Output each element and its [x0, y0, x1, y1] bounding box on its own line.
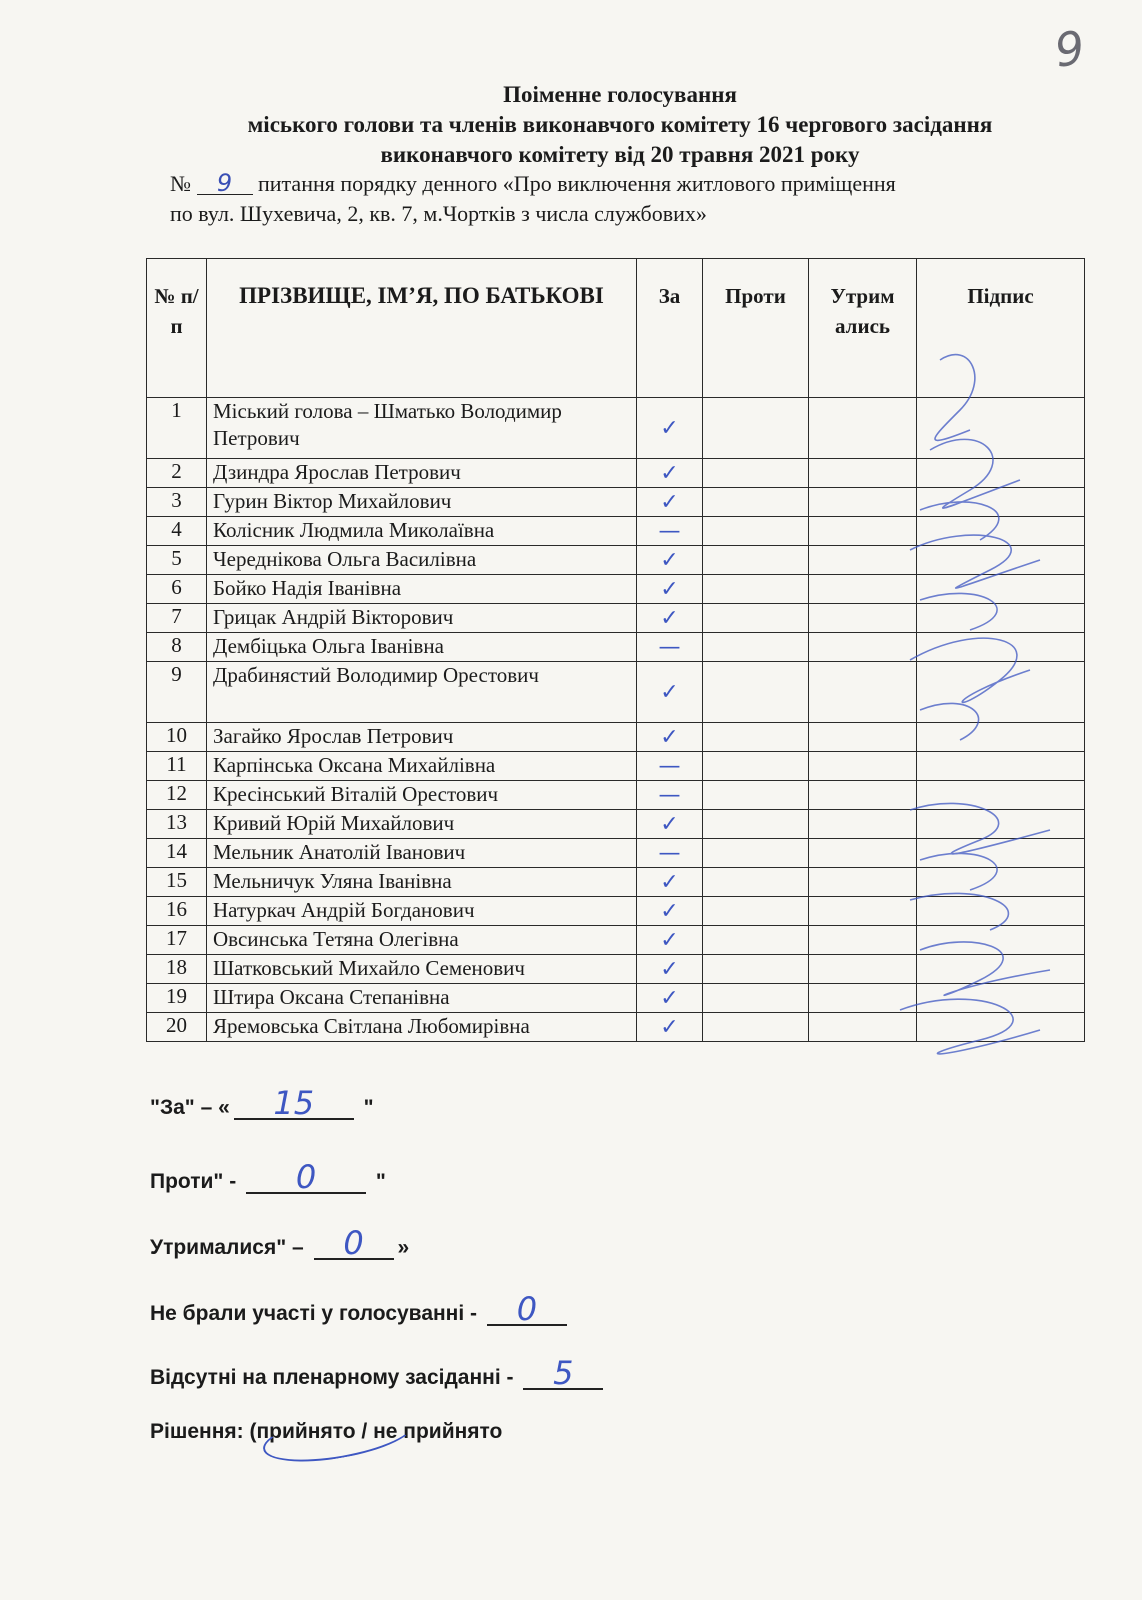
- member-name: Мельник Анатолій Іванович: [207, 839, 637, 868]
- vote-for-mark: ✓: [637, 546, 703, 575]
- row-number: 8: [147, 633, 207, 662]
- vote-against-cell: [703, 1013, 809, 1042]
- summary-absent-value: 5: [523, 1358, 603, 1390]
- table-row: [147, 984, 1085, 1013]
- row-number: 1: [147, 398, 207, 459]
- summary-against: [150, 1158, 386, 1196]
- vote-abstain-cell: [809, 604, 917, 633]
- table-row: [147, 459, 1085, 488]
- number-sign: №: [170, 171, 191, 196]
- member-name: Грицак Андрій Вікторович: [207, 604, 637, 633]
- member-name: Загайко Ярослав Петрович: [207, 723, 637, 752]
- vote-abstain-cell: [809, 546, 917, 575]
- header-name: ПРІЗВИЩЕ, ІМ’Я, ПО БАТЬКОВІ: [207, 259, 637, 398]
- vote-for-mark: ✓: [637, 604, 703, 633]
- signature-cell: [917, 662, 1085, 723]
- row-number: 15: [147, 868, 207, 897]
- summary-abstain-label: Утрималися" –: [150, 1236, 310, 1259]
- summary-for-label: "За" – «: [150, 1096, 230, 1119]
- signature-cell: [917, 781, 1085, 810]
- vote-against-cell: [703, 604, 809, 633]
- vote-against-cell: [703, 633, 809, 662]
- table-row: [147, 633, 1085, 662]
- vote-against-cell: [703, 839, 809, 868]
- vote-for-mark: ✓: [637, 984, 703, 1013]
- vote-abstain-cell: [809, 723, 917, 752]
- summary-abstain: [150, 1224, 410, 1262]
- table-row: [147, 839, 1085, 868]
- row-number: 16: [147, 897, 207, 926]
- signature-cell: [917, 546, 1085, 575]
- summary-for-close: ": [357, 1096, 374, 1119]
- row-number: 2: [147, 459, 207, 488]
- row-number: 10: [147, 723, 207, 752]
- member-name: Натуркач Андрій Богданович: [207, 897, 637, 926]
- summary-against-label: Проти" -: [150, 1170, 243, 1193]
- vote-against-cell: [703, 984, 809, 1013]
- member-name: Драбинястий Володимир Орестович: [207, 662, 637, 723]
- vote-for-mark: ✓: [637, 810, 703, 839]
- signature-cell: [917, 575, 1085, 604]
- summary-absent-label: Відсутні на пленарному засіданні -: [150, 1366, 520, 1389]
- table-row: [147, 398, 1085, 459]
- table-row: [147, 926, 1085, 955]
- vote-for-mark: ✓: [637, 868, 703, 897]
- vote-against-cell: [703, 955, 809, 984]
- vote-for-mark: ✓: [637, 723, 703, 752]
- agenda-item-line: [170, 170, 1080, 198]
- vote-against-cell: [703, 723, 809, 752]
- roll-call-table: [146, 258, 1085, 1042]
- row-number: 19: [147, 984, 207, 1013]
- signature-cell: [917, 810, 1085, 839]
- signature-cell: [917, 604, 1085, 633]
- header-number: № п/п: [147, 259, 207, 398]
- vote-for-mark: ✓: [637, 1013, 703, 1042]
- row-number: 18: [147, 955, 207, 984]
- vote-for-mark: —: [637, 752, 703, 781]
- summary-for: [150, 1084, 374, 1122]
- row-number: 6: [147, 575, 207, 604]
- member-name: Шатковський Михайло Семенович: [207, 955, 637, 984]
- signature-cell: [917, 488, 1085, 517]
- vote-abstain-cell: [809, 897, 917, 926]
- row-number: 3: [147, 488, 207, 517]
- vote-for-mark: —: [637, 781, 703, 810]
- table-row: [147, 546, 1085, 575]
- agenda-item-text: питання порядку денного «Про виключення житлового приміщення: [258, 171, 896, 196]
- document-title: Поіменне голосування: [503, 82, 737, 107]
- signature-cell: [917, 1013, 1085, 1042]
- vote-abstain-cell: [809, 955, 917, 984]
- row-number: 9: [147, 662, 207, 723]
- row-number: 14: [147, 839, 207, 868]
- vote-against-cell: [703, 810, 809, 839]
- header-against: Проти: [703, 259, 809, 398]
- summary-decision: Рішення: (прийнято / не прийнято: [150, 1420, 503, 1443]
- signature-cell: [917, 752, 1085, 781]
- vote-for-mark: ✓: [637, 575, 703, 604]
- vote-abstain-cell: [809, 398, 917, 459]
- vote-abstain-cell: [809, 633, 917, 662]
- row-number: 12: [147, 781, 207, 810]
- table-row: [147, 575, 1085, 604]
- signature-cell: [917, 723, 1085, 752]
- member-name: Міський голова – Шматько Володимир Петрович: [207, 398, 637, 459]
- signature-cell: [917, 897, 1085, 926]
- table-row: [147, 752, 1085, 781]
- vote-for-mark: ✓: [637, 662, 703, 723]
- vote-for-mark: ✓: [637, 955, 703, 984]
- table-row: [147, 897, 1085, 926]
- header-abstain: Утрим ались: [809, 259, 917, 398]
- vote-against-cell: [703, 868, 809, 897]
- vote-abstain-cell: [809, 575, 917, 604]
- vote-against-cell: [703, 488, 809, 517]
- vote-against-cell: [703, 575, 809, 604]
- summary-abstain-close: »: [397, 1236, 410, 1259]
- vote-abstain-cell: [809, 984, 917, 1013]
- summary-abstain-value: 0: [314, 1228, 394, 1260]
- summary-not-voting: [150, 1290, 571, 1328]
- vote-for-mark: ✓: [637, 926, 703, 955]
- signature-cell: [917, 459, 1085, 488]
- summary-not-voting-value: 0: [487, 1294, 567, 1326]
- summary-for-value: 15: [234, 1088, 354, 1120]
- vote-against-cell: [703, 897, 809, 926]
- summary-not-voting-label: Не брали участі у голосуванні -: [150, 1302, 483, 1325]
- summary-against-value: 0: [246, 1162, 366, 1194]
- vote-abstain-cell: [809, 517, 917, 546]
- table-row: [147, 868, 1085, 897]
- table-row: [147, 488, 1085, 517]
- member-name: Карпінська Оксана Михайлівна: [207, 752, 637, 781]
- member-name: Мельничук Уляна Іванівна: [207, 868, 637, 897]
- table-row: [147, 662, 1085, 723]
- vote-against-cell: [703, 752, 809, 781]
- table-row: [147, 955, 1085, 984]
- row-number: 7: [147, 604, 207, 633]
- vote-abstain-cell: [809, 839, 917, 868]
- row-number: 11: [147, 752, 207, 781]
- signature-cell: [917, 517, 1085, 546]
- vote-against-cell: [703, 781, 809, 810]
- handwritten-page-number: 9: [1051, 20, 1088, 78]
- header-for: За: [637, 259, 703, 398]
- vote-for-mark: —: [637, 517, 703, 546]
- document-subtitle: міського голови та членів виконавчого комітету 16 чергового засідання: [247, 112, 993, 137]
- vote-for-mark: ✓: [637, 488, 703, 517]
- row-number: 20: [147, 1013, 207, 1042]
- table-row: [147, 723, 1085, 752]
- summary-against-close: ": [370, 1170, 386, 1193]
- member-name: Бойко Надія Іванівна: [207, 575, 637, 604]
- table-header-row: [147, 259, 1085, 398]
- member-name: Кресінський Віталій Орестович: [207, 781, 637, 810]
- member-name: Дзиндра Ярослав Петрович: [207, 459, 637, 488]
- handwritten-item-number: 9: [197, 172, 253, 195]
- vote-for-mark: —: [637, 633, 703, 662]
- member-name: Гурин Віктор Михайлович: [207, 488, 637, 517]
- vote-abstain-cell: [809, 781, 917, 810]
- table-body: [147, 398, 1085, 1042]
- row-number: 17: [147, 926, 207, 955]
- vote-abstain-cell: [809, 926, 917, 955]
- member-name: Дембіцька Ольга Іванівна: [207, 633, 637, 662]
- table-row: [147, 604, 1085, 633]
- vote-against-cell: [703, 662, 809, 723]
- vote-against-cell: [703, 459, 809, 488]
- vote-abstain-cell: [809, 868, 917, 897]
- vote-abstain-cell: [809, 662, 917, 723]
- vote-against-cell: [703, 517, 809, 546]
- vote-for-mark: ✓: [637, 459, 703, 488]
- vote-for-mark: —: [637, 839, 703, 868]
- meeting-date: виконавчого комітету від 20 травня 2021 року: [380, 142, 860, 167]
- signature-cell: [917, 398, 1085, 459]
- vote-against-cell: [703, 926, 809, 955]
- vote-against-cell: [703, 546, 809, 575]
- table-row: [147, 517, 1085, 546]
- agenda-item-continuation: по вул. Шухевича, 2, кв. 7, м.Чортків з числа службових»: [170, 201, 707, 226]
- table-row: [147, 810, 1085, 839]
- signature-cell: [917, 984, 1085, 1013]
- table-row: [147, 781, 1085, 810]
- vote-for-mark: ✓: [637, 897, 703, 926]
- member-name: Колісник Людмила Миколаївна: [207, 517, 637, 546]
- vote-for-mark: ✓: [637, 398, 703, 459]
- signature-cell: [917, 926, 1085, 955]
- vote-against-cell: [703, 398, 809, 459]
- signature-cell: [917, 868, 1085, 897]
- vote-abstain-cell: [809, 810, 917, 839]
- decision-circled-mark: [259, 1401, 418, 1471]
- header-signature: Підпис: [917, 259, 1085, 398]
- member-name: Череднікова Ольга Василівна: [207, 546, 637, 575]
- table-row: [147, 1013, 1085, 1042]
- vote-abstain-cell: [809, 459, 917, 488]
- vote-abstain-cell: [809, 488, 917, 517]
- member-name: Штира Оксана Степанівна: [207, 984, 637, 1013]
- row-number: 5: [147, 546, 207, 575]
- signature-cell: [917, 955, 1085, 984]
- signature-cell: [917, 633, 1085, 662]
- row-number: 4: [147, 517, 207, 546]
- member-name: Овсинська Тетяна Олегівна: [207, 926, 637, 955]
- member-name: Кривий Юрій Михайлович: [207, 810, 637, 839]
- signature-cell: [917, 839, 1085, 868]
- member-name: Яремовська Світлана Любомирівна: [207, 1013, 637, 1042]
- vote-abstain-cell: [809, 752, 917, 781]
- row-number: 13: [147, 810, 207, 839]
- vote-abstain-cell: [809, 1013, 917, 1042]
- summary-absent: [150, 1354, 607, 1392]
